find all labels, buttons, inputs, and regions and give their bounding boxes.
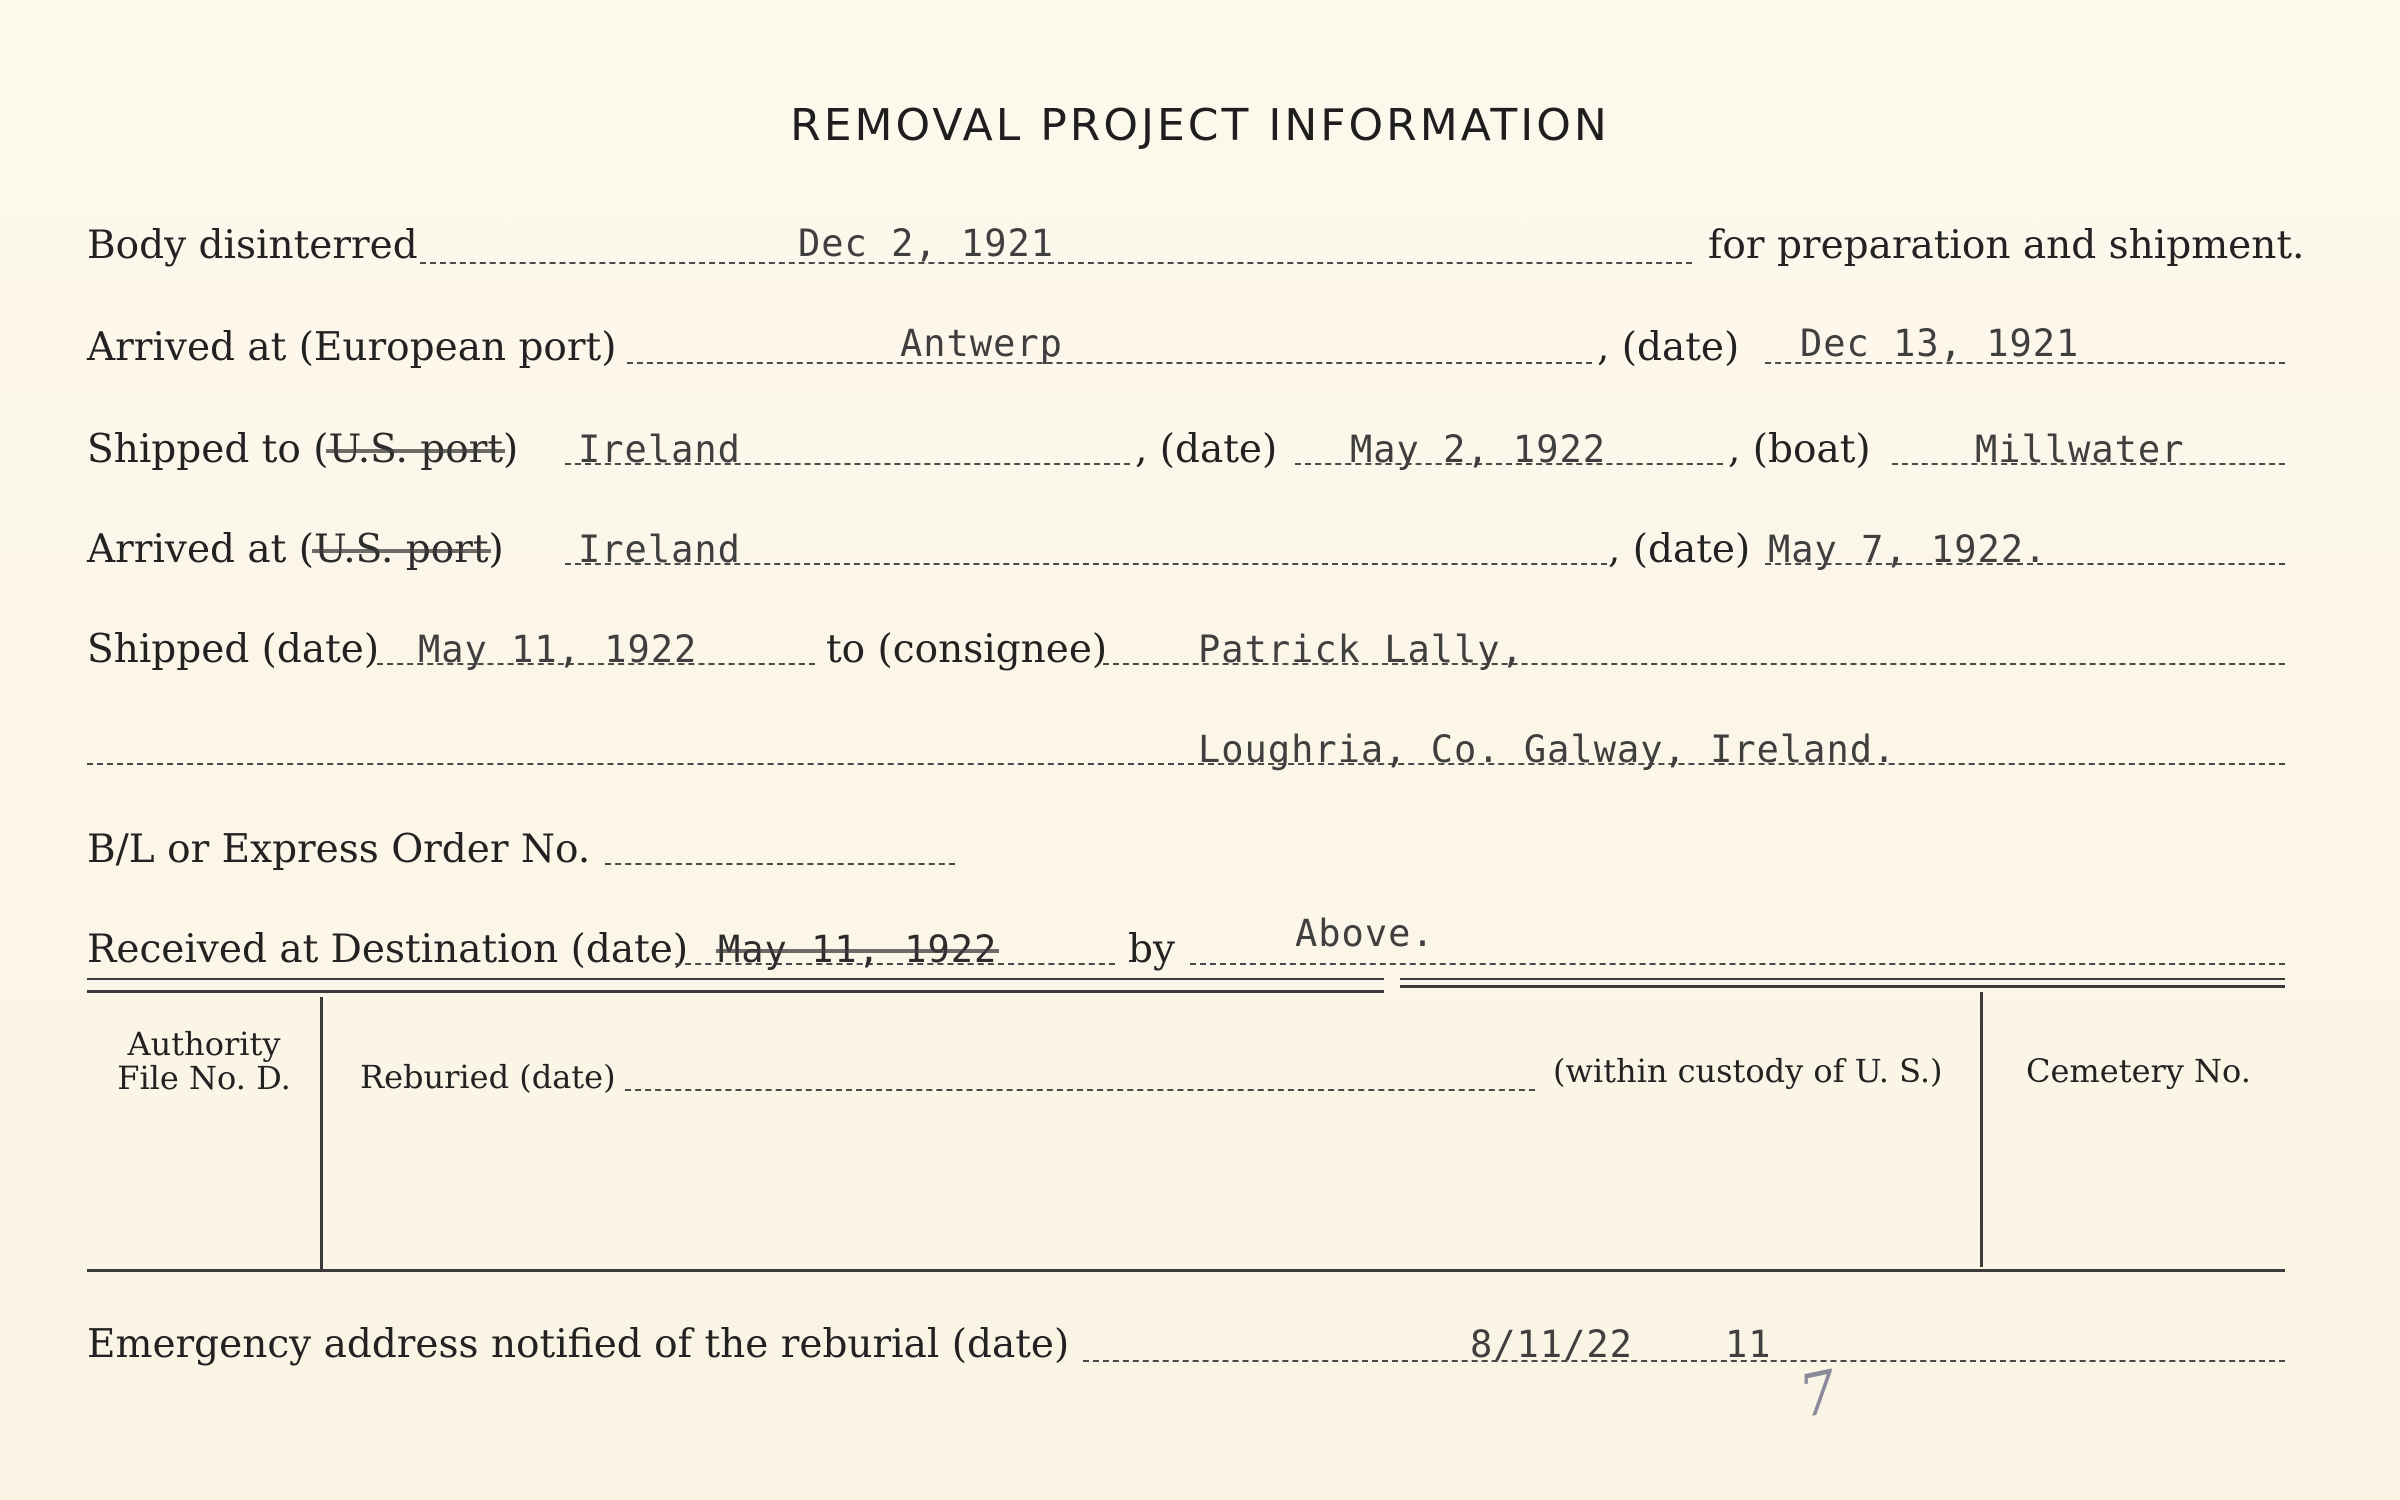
- consignee-label: to (consignee): [826, 627, 1108, 672]
- boat-label: , (boat): [1728, 427, 1871, 472]
- european-arrival-date-value: Dec 13, 1921: [1800, 322, 2080, 365]
- received-at-destination-label: Received at Destination (date): [87, 927, 689, 972]
- dotted-line: [420, 262, 1692, 264]
- consignee-name-value: Patrick Lally,: [1198, 628, 1524, 671]
- arrived-date-value: May 7, 1922.: [1768, 528, 2048, 571]
- arrived-at-label: Arrived at (U.S. port): [87, 527, 504, 572]
- dotted-line: [1190, 963, 2285, 965]
- shipped-date-label: Shipped (date): [87, 627, 380, 672]
- box-divider: [320, 997, 323, 1269]
- cemetery-no-label: Cemetery No.: [2026, 1052, 2251, 1090]
- box-top-rule: [87, 978, 1384, 980]
- shipped-to-value: Ireland: [578, 428, 741, 471]
- struck-us-port: U.S. port: [313, 527, 489, 572]
- struck-us-port: U.S. port: [328, 427, 504, 472]
- shipped-date-value: May 2, 1922: [1350, 428, 1607, 471]
- arrived-at-value: Ireland: [578, 528, 741, 571]
- final-shipped-date-value: May 11, 1922: [418, 628, 698, 671]
- card-title: REMOVAL PROJECT INFORMATION: [790, 100, 1610, 151]
- preparation-shipment-label: for preparation and shipment.: [1708, 223, 2305, 268]
- bl-express-order-label: B/L or Express Order No.: [87, 827, 591, 872]
- european-port-value: Antwerp: [900, 322, 1063, 365]
- received-date-value: May 11, 1922: [718, 928, 998, 971]
- shipped-to-label: Shipped to (U.S. port): [87, 427, 519, 472]
- arrival-date-label: , (date): [1597, 325, 1740, 370]
- disinterred-date-value: Dec 2, 1921: [798, 222, 1055, 265]
- received-by-value: Above.: [1295, 912, 1435, 955]
- box-bottom-rule: [87, 1269, 2285, 1272]
- emergency-extra-value: 11: [1725, 1323, 1772, 1366]
- custody-label: (within custody of U. S.): [1553, 1052, 1943, 1090]
- dotted-line: [1083, 1360, 2285, 1362]
- boat-value: Millwater: [1975, 428, 2185, 471]
- dotted-line: [627, 362, 1592, 364]
- arrived-date-label: , (date): [1608, 527, 1751, 572]
- authority-file-label: Authority File No. D.: [117, 1025, 291, 1097]
- box-top-rule: [87, 990, 1384, 993]
- box-divider: [1980, 992, 1983, 1267]
- reburied-date-label: Reburied (date): [360, 1058, 616, 1096]
- emergency-address-label: Emergency address notified of the reburial (date): [87, 1322, 1070, 1367]
- body-disinterred-label: Body disinterred: [87, 223, 418, 268]
- consignee-address-value: Loughria, Co. Galway, Ireland.: [1198, 728, 1897, 771]
- handwritten-mark: 7: [1793, 1356, 1844, 1432]
- dotted-line: [605, 863, 955, 865]
- box-top-rule: [1400, 985, 2285, 988]
- european-port-label: Arrived at (European port): [87, 325, 617, 370]
- dotted-line: [625, 1089, 1535, 1091]
- box-top-rule: [1400, 978, 2285, 980]
- by-label: by: [1128, 927, 1175, 972]
- emergency-notified-date-value: 8/11/22: [1470, 1323, 1633, 1366]
- shipped-date-label: , (date): [1135, 427, 1278, 472]
- dotted-line: [87, 763, 2285, 765]
